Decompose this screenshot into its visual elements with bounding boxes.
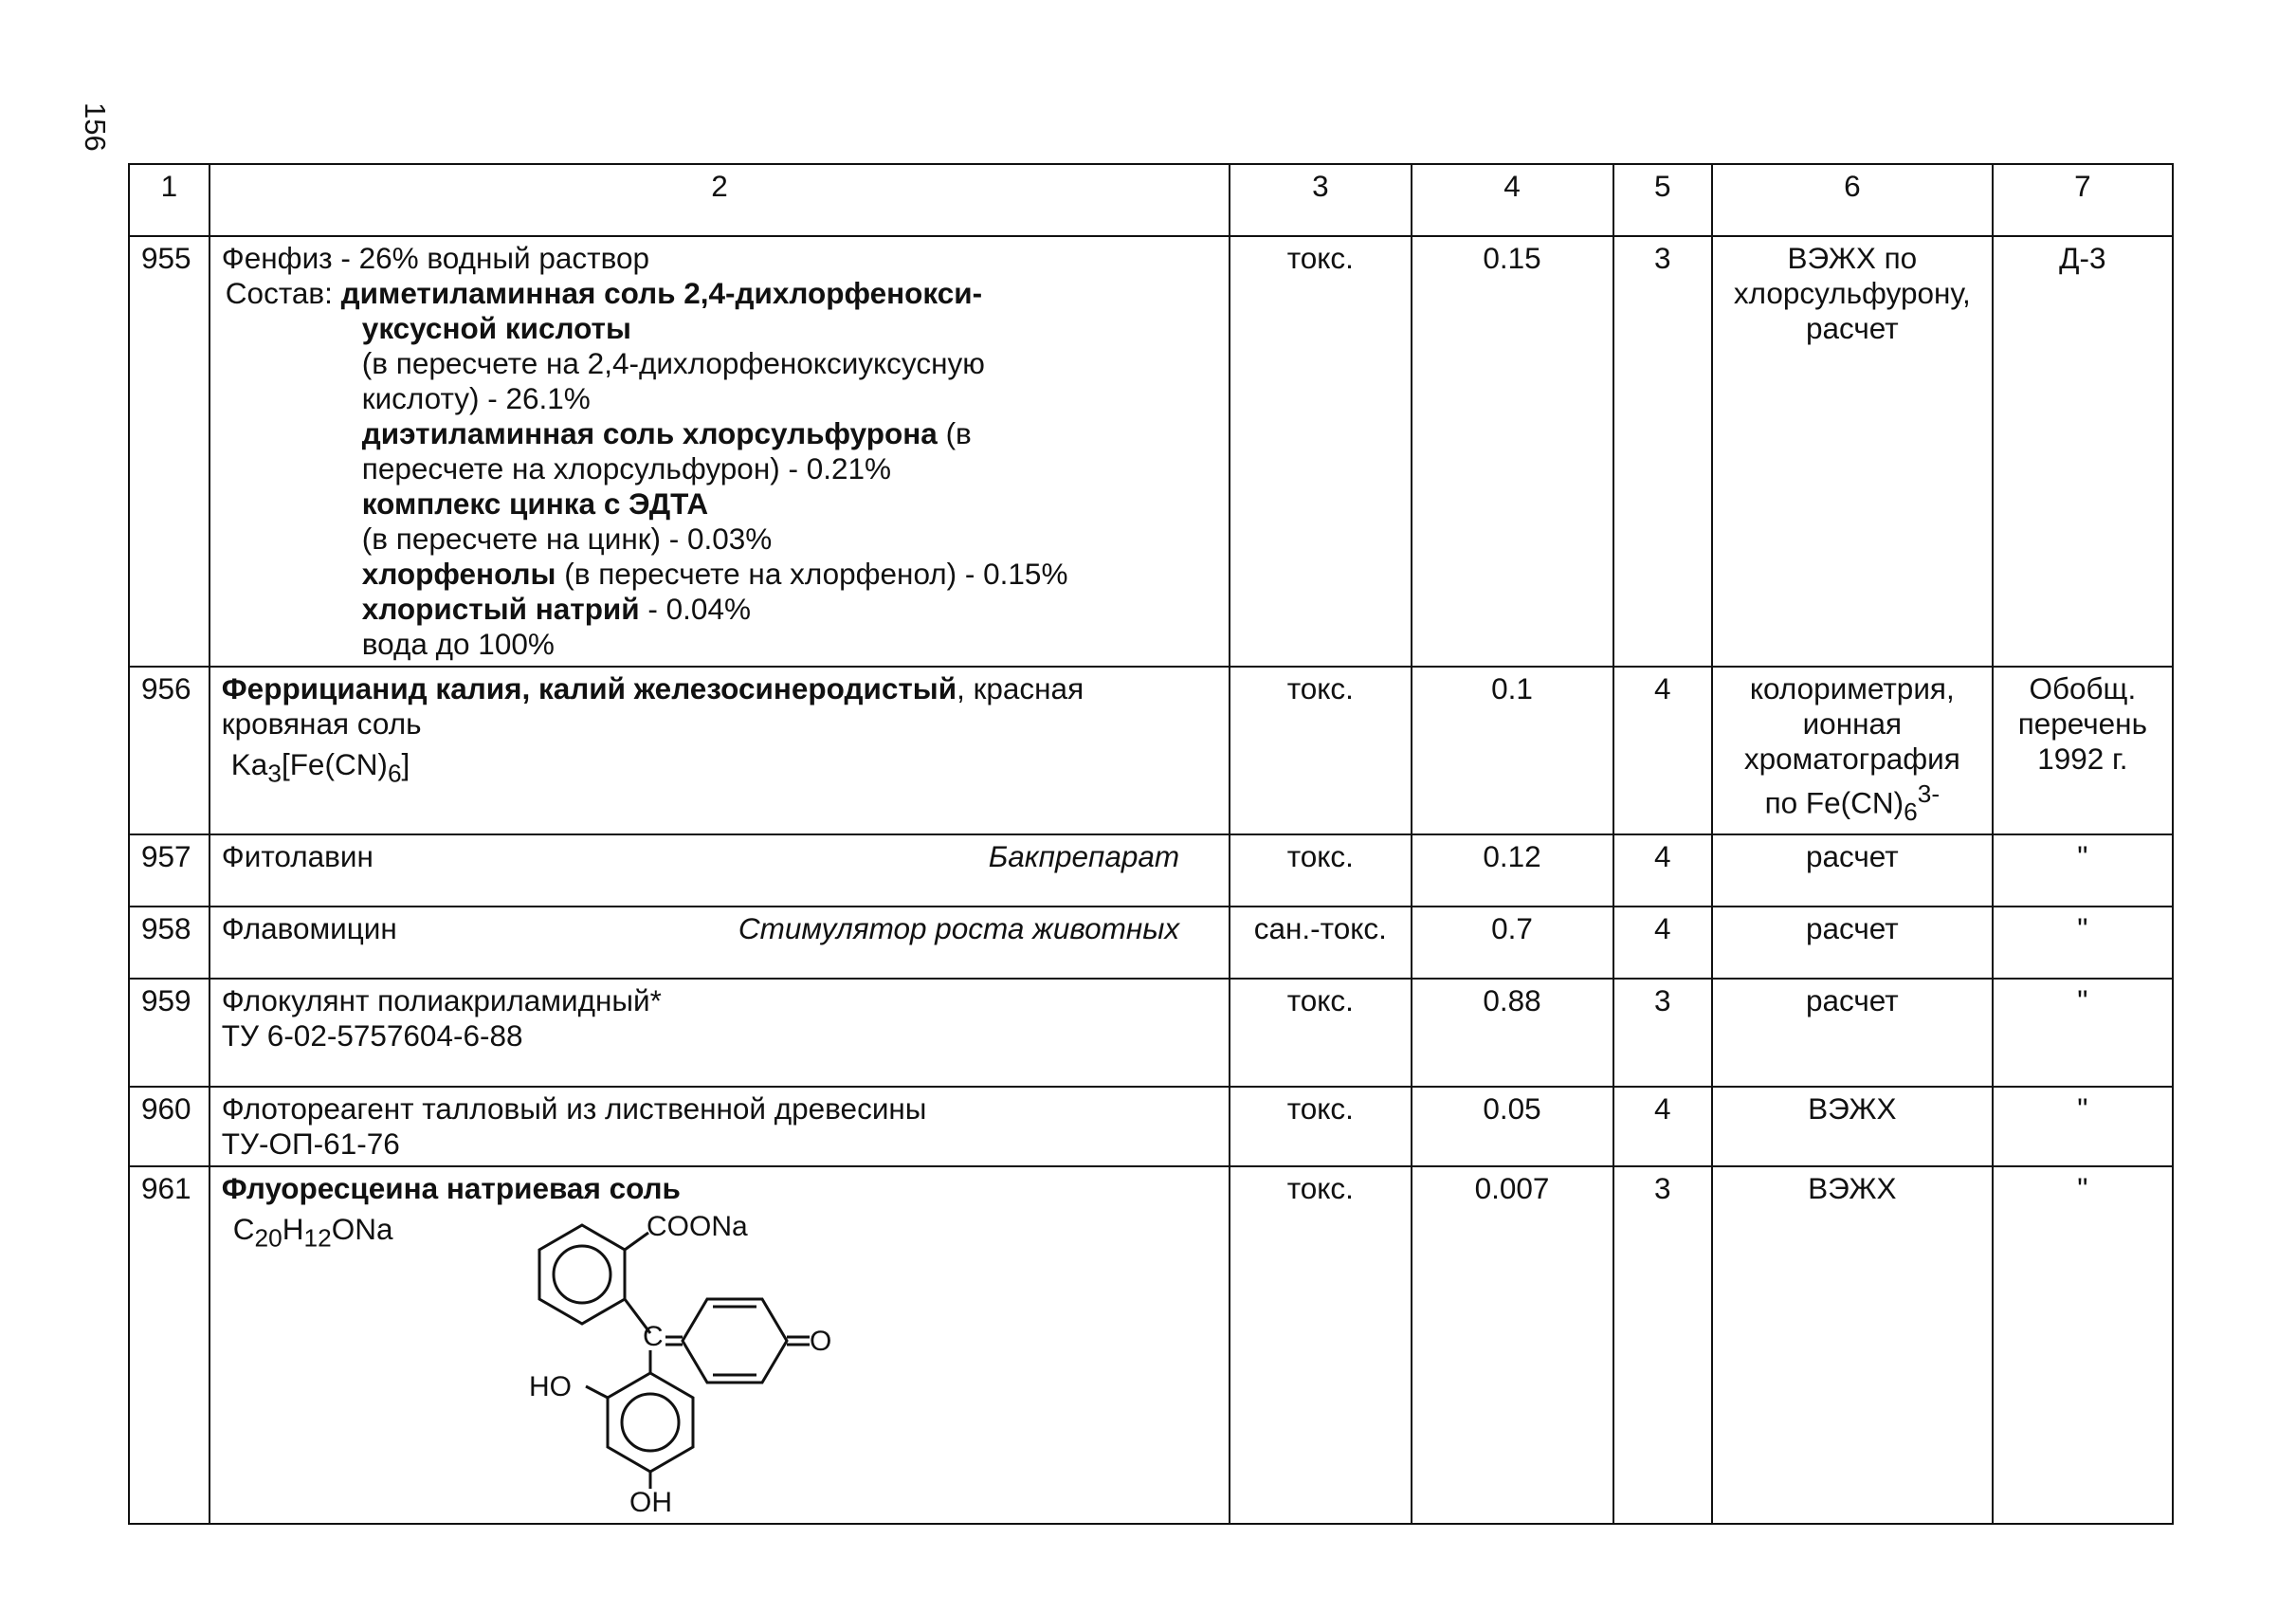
row-number: 957 — [129, 834, 210, 907]
composition-line: кислоту) - 26.1% — [361, 381, 591, 415]
class-cell: 4 — [1613, 667, 1712, 834]
substance-name: Фитолавин — [221, 838, 374, 873]
composition-line: (в пересчете на цинк) - 0.03% — [361, 522, 773, 556]
substance-cell — [210, 667, 1230, 834]
substance-note: Бакпрепарат — [988, 838, 1180, 873]
value-cell: 0.007 — [1412, 1166, 1613, 1524]
composition-label: Состав: — [225, 276, 333, 310]
composition-line: (в — [937, 416, 972, 450]
header-row — [129, 164, 2173, 236]
hydroxyl-label: HO — [528, 1370, 572, 1402]
reference-cell: " — [1993, 1087, 2173, 1166]
table-row — [129, 1166, 2173, 1524]
aromatic-circle — [622, 1394, 679, 1451]
hazard-cell: сан.-токс. — [1230, 907, 1411, 979]
substance-spec: ТУ-ОП-61-76 — [221, 1126, 400, 1161]
hazard-cell: токс. — [1230, 979, 1411, 1087]
table-row — [129, 1087, 2173, 1166]
method-cell: колориметрия, ионная хроматография по $Fe(CN)_6^{3-}$ — [1712, 667, 1993, 834]
composition-line: хлористый натрий — [361, 592, 640, 626]
row-number: 959 — [129, 979, 210, 1087]
hazard-cell: токс. — [1230, 667, 1411, 834]
header-cell-5: 5 — [1613, 164, 1712, 236]
header-cell-1: 1 — [129, 164, 210, 236]
row-number: 960 — [129, 1087, 210, 1166]
substance-spec: ТУ 6-02-5757604-6-88 — [221, 1017, 523, 1053]
bond — [586, 1386, 608, 1398]
row-number: 961 — [129, 1166, 210, 1524]
composition-line: диэтиламинная соль хлорсульфурона — [361, 416, 938, 450]
method-cell: расчет — [1712, 979, 1993, 1087]
structure-area — [222, 1206, 1217, 1519]
value-cell: 0.88 — [1412, 979, 1613, 1087]
chemical-formula: $C_{20}H_{12}ONa$ — [232, 1211, 393, 1253]
composition-line: вода до 100% — [361, 627, 555, 661]
method-cell: ВЭЖХ — [1712, 1166, 1993, 1524]
composition-line: диметиламинная соль 2,4-дихлорфенокси- — [340, 276, 983, 310]
class-cell: 4 — [1613, 1087, 1712, 1166]
substance-cell — [210, 979, 1230, 1087]
hydroxyl-label: OH — [629, 1486, 672, 1514]
table-row — [129, 236, 2173, 667]
aromatic-circle — [554, 1246, 610, 1303]
carbon-label: C — [642, 1320, 664, 1352]
reference-cell: " — [1993, 907, 2173, 979]
header-cell-4: 4 — [1412, 164, 1613, 236]
composition-line: - 0.04% — [639, 592, 751, 626]
value-cell: 0.15 — [1412, 236, 1613, 667]
header-cell-2: 2 — [210, 164, 1230, 236]
bond — [625, 1233, 648, 1250]
hazard-cell: токс. — [1230, 834, 1411, 907]
row-number: 956 — [129, 667, 210, 834]
table-row — [129, 667, 2173, 834]
header-cell-3: 3 — [1230, 164, 1411, 236]
substance-cell — [210, 834, 1230, 907]
substance-name: Флокулянт полиакриламидный* — [221, 982, 662, 1017]
header-cell-7: 7 — [1993, 164, 2173, 236]
composition-line: уксусной кислоты — [361, 311, 631, 345]
method-cell: расчет — [1712, 907, 1993, 979]
composition-line: (в пересчете на хлорфенол) - 0.15% — [556, 557, 1068, 591]
header-cell-6: 6 — [1712, 164, 1993, 236]
value-cell: 0.12 — [1412, 834, 1613, 907]
reference-cell: " — [1993, 979, 2173, 1087]
chemical-formula: $Ka_3[Fe(CN)_6]$ — [230, 747, 410, 788]
composition-line: (в пересчете на 2,4-дихлорфеноксиуксусную — [361, 346, 985, 380]
class-cell: 3 — [1613, 1166, 1712, 1524]
reference-cell: " — [1993, 1166, 2173, 1524]
class-cell: 4 — [1613, 834, 1712, 907]
composition-line: комплекс цинка с ЭДТА — [361, 486, 709, 521]
composition-line: хлорфенолы — [361, 557, 556, 591]
quinoid-ring — [683, 1299, 787, 1383]
hazard-cell: токс. — [1230, 1166, 1411, 1524]
reference-cell: " — [1993, 834, 2173, 907]
hazard-cell: токс. — [1230, 1087, 1411, 1166]
table-row — [129, 907, 2173, 979]
substances-table — [128, 163, 2174, 1525]
hazard-cell: токс. — [1230, 236, 1411, 667]
class-cell: 3 — [1613, 979, 1712, 1087]
class-cell: 3 — [1613, 236, 1712, 667]
substance-name: Флуоресцеина натриевая соль — [221, 1170, 681, 1205]
substance-cell — [210, 907, 1230, 979]
row-number: 958 — [129, 907, 210, 979]
method-cell: расчет — [1712, 834, 1993, 907]
substance-name: Феррицианид калия, калий железосинеродистый — [221, 671, 957, 705]
method-cell: ВЭЖХ по хлорсульфурону, расчет — [1712, 236, 1993, 667]
oxygen-label: O — [809, 1325, 832, 1357]
class-cell: 4 — [1613, 907, 1712, 979]
reference-cell: Обобщ. перечень 1992 г. — [1993, 667, 2173, 834]
method-cell: ВЭЖХ — [1712, 1087, 1993, 1166]
composition — [222, 276, 1217, 662]
page-number: 156 — [79, 102, 112, 152]
row-number: 955 — [129, 236, 210, 667]
substance-cell — [210, 1166, 1230, 1524]
substance-cell — [210, 1087, 1230, 1166]
table-row — [129, 834, 2173, 907]
substance-name: Фенфиз - 26% водный раствор — [221, 241, 650, 275]
composition-line: пересчете на хлорсульфурон) - 0.21% — [361, 451, 892, 485]
value-cell: 0.05 — [1412, 1087, 1613, 1166]
substance-name-rest: , красная кровяная соль — [221, 671, 1084, 741]
coona-label: COONa — [646, 1210, 748, 1242]
value-cell: 0.7 — [1412, 907, 1613, 979]
table-row — [129, 979, 2173, 1087]
substance-cell — [210, 236, 1230, 667]
substance-name: Флотореагент талловый из лиственной древесины — [221, 1090, 927, 1126]
structural-formula — [487, 1206, 847, 1514]
reference-cell: Д-3 — [1993, 236, 2173, 667]
substance-note: Стимулятор роста животных — [738, 910, 1180, 945]
substance-name: Флавомицин — [221, 910, 397, 945]
value-cell: 0.1 — [1412, 667, 1613, 834]
